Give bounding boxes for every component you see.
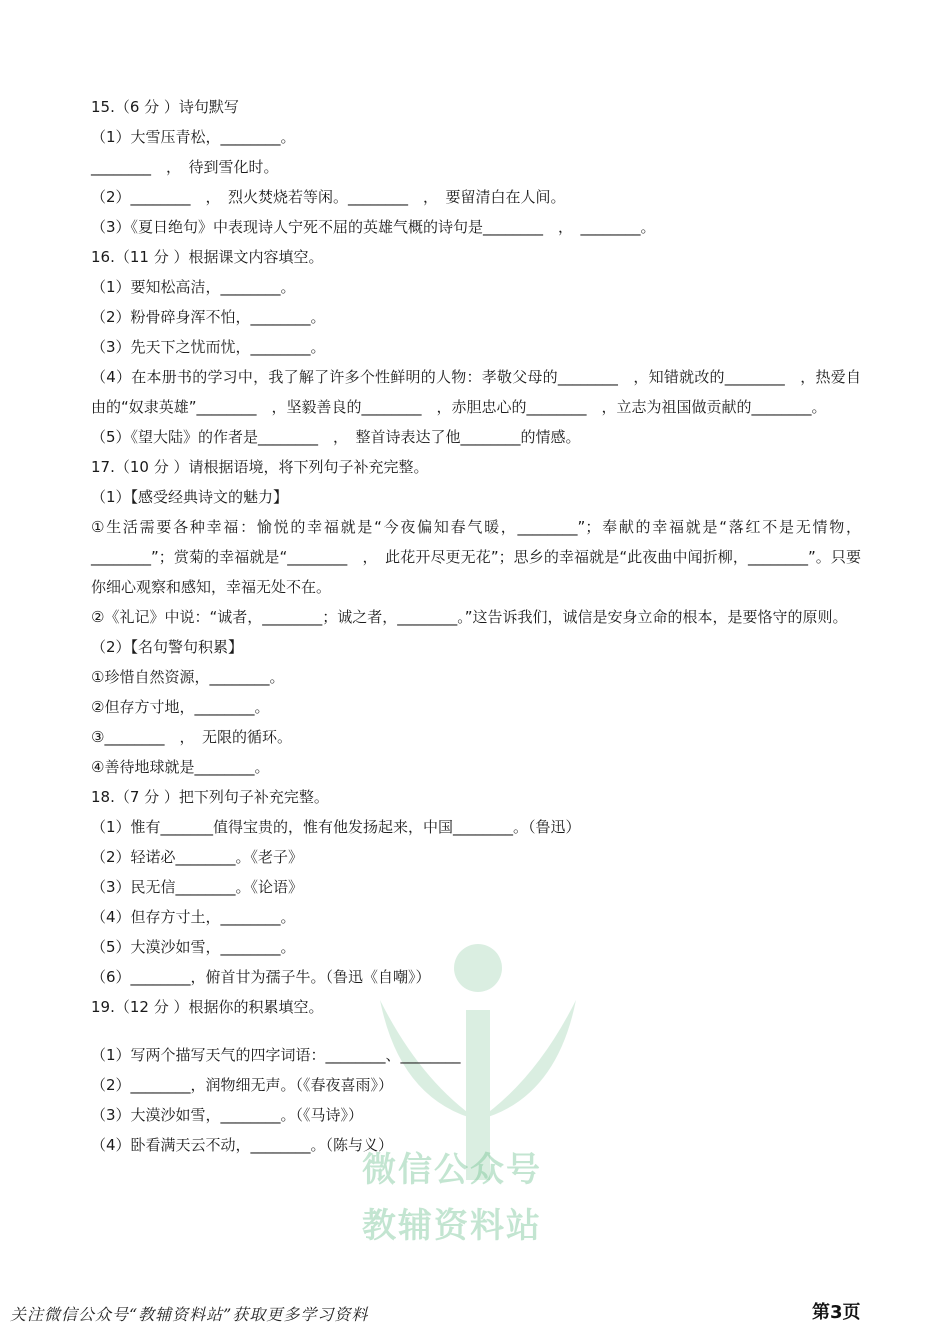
q19-item-1: （1）写两个描写天气的四字词语：________、________ (91, 1046, 461, 1064)
q15-item-1-cont: ________ ， 待到雪化时。 (91, 158, 279, 176)
q16-item-3: （3）先天下之忧而忧，________。 (91, 338, 326, 356)
q19-item-2: （2）________，润物细无声。（《春夜喜雨》） (91, 1076, 394, 1094)
q16-item-5: （5）《望大陆》的作者是________ ， 整首诗表达了他________的情感。 (91, 428, 581, 446)
q19-heading: 19.（12 分 ）根据你的积累填空。 (91, 998, 324, 1016)
q18-item-6: （6）________，俯首甘为孺子牛。（鲁迅《自嘲》） (91, 968, 431, 986)
q16-heading: 16.（11 分 ）根据课文内容填空。 (91, 248, 324, 266)
q19-item-4: （4）卧看满天云不动，________。（陈与义） (91, 1136, 394, 1154)
q16-item-1: （1）要知松高洁，________。 (91, 278, 296, 296)
q17-part-2-item-2: ②但存方寸地，________。 (91, 698, 270, 716)
q17-part-2-item-1: ①珍惜自然资源，________。 (91, 668, 285, 686)
q18-item-5: （5）大漠沙如雪，________。 (91, 938, 296, 956)
q17-part-1-item-2: ②《礼记》中说：“诚者，________；诚之者，________。”这告诉我们，诚信是安身立命的根本，是要恪守的原则。 (91, 608, 848, 626)
question-content (91, 92, 861, 1160)
q15-item-2: （2）________ ， 烈火焚烧若等闲。________ ， 要留清白在人间。 (91, 188, 566, 206)
footer-note: 关注微信公众号“教辅资料站”获取更多学习资料 (10, 1305, 369, 1324)
q19-item-3: （3）大漠沙如雪，________。（《马诗》） (91, 1106, 364, 1124)
q17-part-2-title: （2）【名句警句积累】 (91, 638, 244, 656)
q17-part-1-item-1: ①生活需要各种幸福：愉悦的幸福就是“今夜偏知春气暖，________”；奉献的幸福就是“落红不是无情物，________”；赏菊的幸福就是“________ ， 此花开尽更无花”；思乡的幸福就是“此夜曲中闻折柳，________”。只要你细心观察和感知，幸福无处不在。 (91, 518, 861, 596)
q17-part-1-title: （1）【感受经典诗文的魅力】 (91, 488, 289, 506)
watermark-line2: 教辅资料站 (362, 1206, 542, 1246)
q18-item-1: （1）惟有_______值得宝贵的，惟有他发扬起来，中国________。（鲁迅） (91, 818, 581, 836)
q18-item-2: （2）轻诺必________。《老子》 (91, 848, 304, 866)
q18-heading: 18.（7 分 ）把下列句子补充完整。 (91, 788, 329, 806)
q15-item-1: （1）大雪压青松，________。 (91, 128, 296, 146)
q15-heading: 15.（6 分 ）诗句默写 (91, 98, 239, 116)
watermark-line1: 微信公众号 (362, 1150, 542, 1190)
page-number: 第3页 (812, 1302, 861, 1323)
q17-heading: 17.（10 分 ）请根据语境，将下列句子补充完整。 (91, 458, 429, 476)
q17-part-2-item-4: ④善待地球就是________。 (91, 758, 270, 776)
q18-item-3: （3）民无信________。《论语》 (91, 878, 304, 896)
q19-spacer (91, 1022, 861, 1040)
q17-part-2-item-3: ③________ ， 无限的循环。 (91, 728, 292, 746)
q16-item-4: （4）在本册书的学习中，我了解了许多个性鲜明的人物：孝敬父母的________ ，知错就改的________ ，热爱自由的“奴隶英雄”________ ，坚毅善良的________ ，赤胆忠心的________ ，立志为祖国做贡献的________。 (91, 368, 861, 416)
q16-item-2: （2）粉骨碎身浑不怕，________。 (91, 308, 326, 326)
q18-item-4: （4）但存方寸土，________。 (91, 908, 296, 926)
q15-item-3: （3）《夏日绝句》中表现诗人宁死不屈的英雄气概的诗句是________ ， ________。 (91, 218, 656, 236)
